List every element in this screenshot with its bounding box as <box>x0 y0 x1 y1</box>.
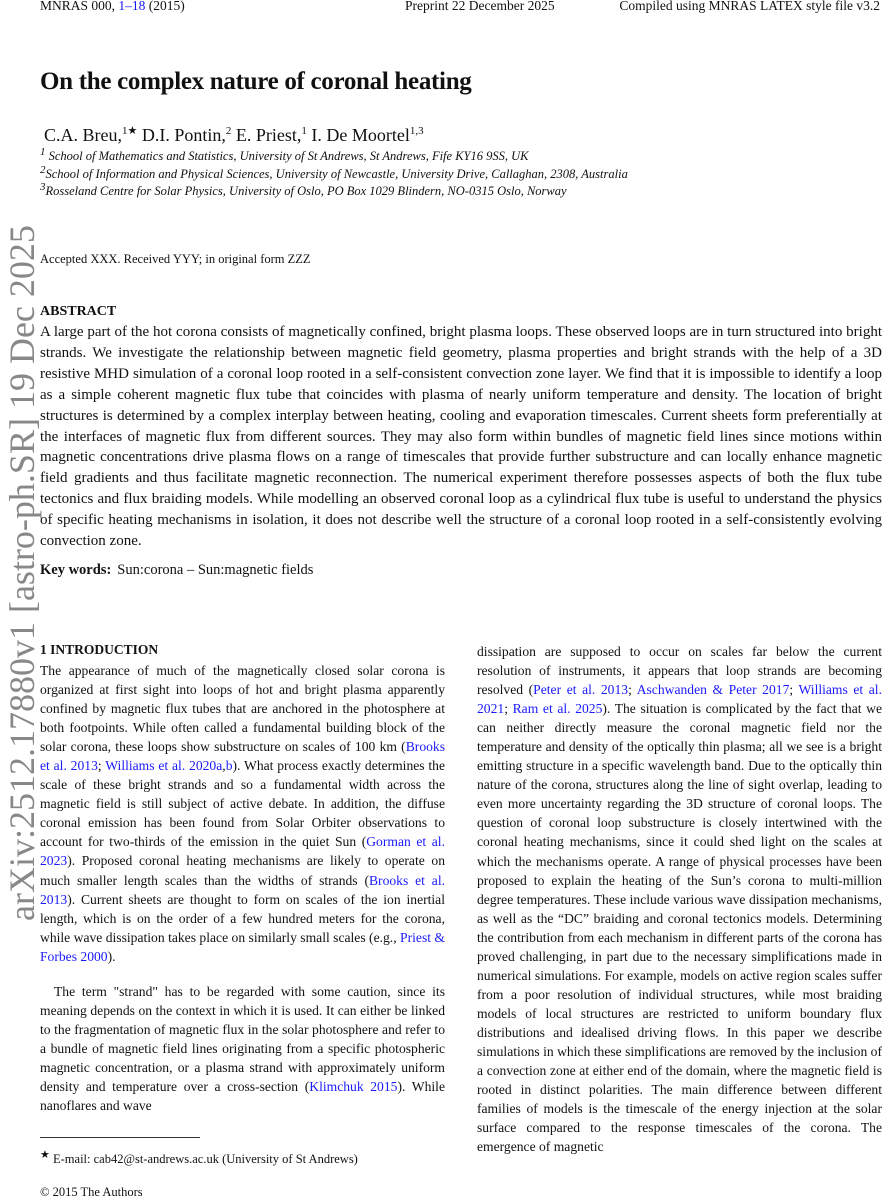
citation-link[interactable]: Klimchuk 2015 <box>309 1078 398 1094</box>
preprint-date: Preprint 22 December 2025 <box>405 0 555 13</box>
left-column <box>40 661 445 1115</box>
pages-link[interactable]: 1–18 <box>118 0 146 13</box>
citation-link[interactable]: Priest & Forbes 2000 <box>40 929 446 964</box>
text-run: , <box>222 758 226 774</box>
citation-link[interactable]: Brooks et al. 2013 <box>40 872 445 907</box>
right-column <box>477 642 882 1156</box>
section-heading: 1 INTRODUCTION <box>40 642 159 657</box>
text-run: ; <box>789 682 799 698</box>
text-run: ). <box>107 948 116 964</box>
abstract-heading: ABSTRACT <box>40 304 117 319</box>
citation-link[interactable]: Williams et al. 2020a <box>105 758 223 774</box>
citation-link[interactable]: Ram et al. 2025 <box>512 701 603 717</box>
affiliation: $^1$ School of Mathematics and Statistics, University of St Andrews, St Andrews, Fife KY16 9SS, UK <box>40 146 529 164</box>
accepted-line: Accepted XXX. Received YYY; in original form ZZZ <box>40 252 311 266</box>
citation-link[interactable]: Peter et al. 2013 <box>533 682 629 698</box>
text-run: ; <box>504 701 513 717</box>
text-run: ). The situation is complicated by the fact that we can neither directly measure the coronal magnetic field nor the temperature and density of the optically thin plasma; all we see is a bright emitting structure in a specific wavelength band. Due to the optically thin nature of the corona, structures along the line of sight overlap, leading to even more uncertainty regarding the 3D structure of coronal loops. The question of coronal loop substructure is closely intertwined with the coronal heating mechanisms, since it could shed light on the scales at which the mechanisms operate. A range of physical processes have been proposed to explain the heating of the Sun’s corona to multi-million degree temperatures. These include various wave dissipation mechanisms, as well as the “DC” braiding and coronal tectonics models. Determining the contribution from each mechanism in different parts of the corona has proved challenging, in part due to the necessary simplifications made in numerical simulations. For example, models on active region scales suffer from a poor resolution of individual structures, while most braiding models of local structures are restricted to uniform boundary flux distributions and idealised driving flows. In this paper we describe simulations in which these simplifications are removed by the inclusion of a convection zone at either end of the domain, where the magnetic field is rooted in distinct polarities. The main difference between different families of models is the timescale of the energy injection at the solar surface compared to the response timescales of the corona. The emergence of magnetic <box>477 701 882 1155</box>
text-run: ). Proposed coronal heating mechanisms are likely to operate on much smaller length scales than the widths of strands ( <box>40 853 445 888</box>
text-run: The term "strand" has to be regarded with some caution, since its meaning depends on the context in which it is used. It can either be linked to the fragmentation of magnetic flux in the solar photosphere and refer to a bundle of magnetic field lines originating from a specific photospheric magnetic concentration, or a plasma strand with approximately uniform density and temperature over a cross-section ( <box>40 983 445 1094</box>
footnote-rule <box>40 1137 200 1138</box>
footnote: ★ E-mail: cab42@st-andrews.ac.uk (University of St Andrews) <box>40 1149 358 1167</box>
text-run: ). While nanoflares and wave <box>40 1078 445 1114</box>
text-run: ; <box>97 758 106 774</box>
citation-link[interactable]: Aschwanden & Peter 2017 <box>636 682 790 698</box>
affiliation: $^3$Rosseland Centre for Solar Physics, University of Oslo, PO Box 1029 Blindern, NO-0315 Oslo, Norway <box>40 181 567 199</box>
text-run: dissipation are supposed to occur on scales far below the current resolution of instruments, it appears that loop strands are becoming resolved ( <box>477 644 882 698</box>
paragraph <box>477 642 882 1156</box>
paper-title: On the complex nature of coronal heating <box>40 68 472 95</box>
citation-link[interactable]: Williams et al. 2021 <box>477 682 882 717</box>
abstract-text: A large part of the hot corona consists of magnetically confined, bright plasma loops. These observed loops are in turn structured into bright strands. We investigate the relationship between magnetic field geometry, plasma properties and bright strands with the help of a 3D resistive MHD simulation of a coronal loop rooted in a self-consistent convection zone layer. We find that it is impossible to identify a loop as a simple coherent magnetic flux tube that coincides with plasma of nearly uniform temperature and density. The location of bright structures is determined by a complex interplay between heating, cooling and evaporation timescales. Current sheets form preferentially at the interfaces of magnetic flux from different sources. They may also form within bundles of magnetic field lines since motions within magnetic concentrations drive plasma flows on a range of timescales that provide further substructure and can locally enhance magnetic field gradients and thus facilitate magnetic reconnection. The numerical experiment therefore possesses aspects of both the flux tube tectonics and flux braiding models. While modelling an observed coronal loop as a cylindrical flux tube is useful to understand the physics of specific heating mechanisms in isolation, it does not describe well the structure of a coronal loop rooted in a self-consistently evolving convection zone. <box>40 324 882 550</box>
author-list: C.A. Breu,$^{1★}$ D.I. Pontin,$^2$ E. Priest,$^1$ I. De Moortel$^{1,3}$ <box>44 125 424 145</box>
text-run: ). What process exactly determines the scale of these bright strands and so a fundamental width across the magnetic field is still subject of active debate. In addition, the diffuse coronal emission has been found from Solar Orbiter observations to account for two-thirds of the emission in the quiet Sun ( <box>40 758 446 850</box>
paragraph <box>40 982 445 1115</box>
citation-link[interactable]: b <box>225 758 233 774</box>
text-run: ). Current sheets are thought to form on scales of the ion inertial length, which is on the order of a few hundred meters for the corona, while wave dissipation takes place on similarly small scales (e.g., <box>40 891 445 945</box>
text-run: ; <box>628 682 637 698</box>
paragraph <box>40 661 445 966</box>
copyright: © 2015 The Authors <box>40 1185 143 1199</box>
journal-ref: MNRAS 000, 1–18 (2015) <box>40 0 185 13</box>
compiled-note: Compiled using MNRAS LATEX style file v3.2 <box>619 0 880 13</box>
affiliation: $^2$School of Information and Physical Sciences, University of Newcastle, University Drive, Callaghan, 2308, Australia <box>40 164 628 182</box>
citation-link[interactable]: Gorman et al. 2023 <box>40 834 445 869</box>
arxiv-stamp: arXiv:2512.17880v1 [astro-ph.SR] 19 Dec 2025 <box>2 225 42 921</box>
keywords: Key words: Sun:corona – Sun:magnetic fields <box>40 562 314 578</box>
citation-link[interactable]: Brooks et al. 2013 <box>40 739 445 774</box>
text-run: The appearance of much of the magnetically closed solar corona is organized at first sight into loops of hot and bright plasma apparently confined by magnetic flux tubes that are anchored in the photosphere at both footpoints. While often called a fundamental building block of the solar corona, these loops show substructure on scales of 100 km ( <box>40 663 445 755</box>
